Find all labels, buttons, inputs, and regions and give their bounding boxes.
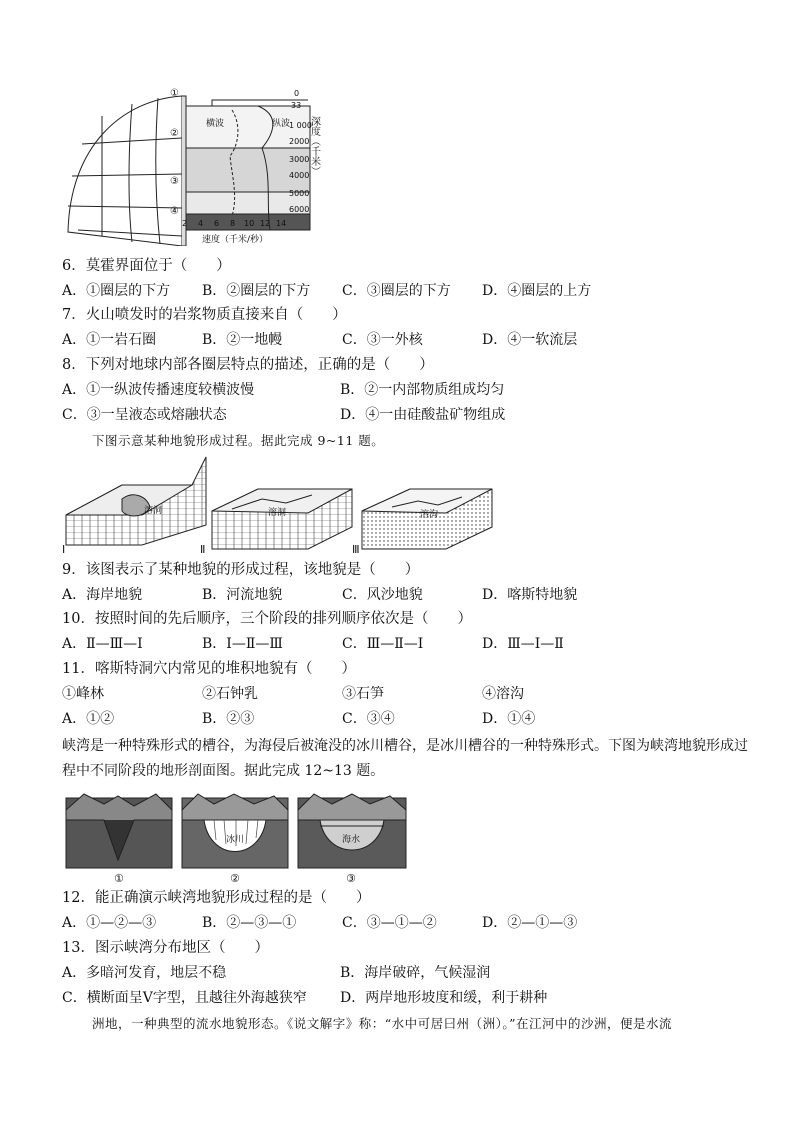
option-c: C．横断面呈V字型，且越往外海越狭窄 [62,990,307,1006]
option-a: A．①圈层的下方 [62,283,171,299]
intro-9-11: 下图示意某种地貌形成过程。据此完成 9~11 题。 [92,433,385,448]
question-7-stem: 7．火山喷发时的岩浆物质直接来自（ ） [62,307,347,323]
panel-label: ① [114,872,124,884]
question-6-options [62,281,754,301]
question-10-options [62,634,754,654]
option-b: B．②③ [202,711,255,727]
option-c: C．③一呈液态或熔融状态 [62,407,227,423]
karst-stages-figure [62,455,494,555]
option-c: C．③—①—② [342,915,437,931]
option-d: D．④圈层的上方 [482,283,592,299]
panel-label: ② [230,872,240,884]
karst-label-cave: 溶洞 [144,506,163,516]
option-c: C．③④ [342,711,395,727]
option-c: C．③一外核 [342,332,423,348]
depth-tick: 3000 [289,155,310,164]
stage-label: Ⅲ [352,543,360,555]
question-11-items [62,684,754,704]
question-9-options [62,585,754,605]
option-c: C．③圈层的下方 [342,283,451,299]
depth-tick: 1 000 [289,121,312,130]
option-d: D．①④ [482,711,536,727]
layer-label-3: ③ [170,176,179,187]
question-11-options [62,709,754,729]
karst-label-groove: 溶沟 [420,510,439,520]
option-a: A．多暗河发育，地层不稳 [62,965,227,981]
fjord-profile-figure [64,790,412,884]
stage-2-block [212,489,352,549]
option-b: B．海岸破碎，气候湿润 [340,965,491,981]
layer-label-4: ④ [170,206,179,217]
option-d: D．两岸地形坡度和缓，利于耕种 [340,990,548,1006]
question-9-stem: 9．该图表示了某种地貌的形成过程，该地貌是（ ） [62,562,420,578]
stage-label: Ⅰ [62,543,66,555]
glacier-label: 冰川 [226,835,245,845]
question-8-options-row1 [62,380,754,400]
speed-tick: 10 [244,219,255,228]
globe-illustration [68,96,186,246]
option-b: B．②一内部物质组成均匀 [340,382,505,398]
question-13-options-row1 [62,963,754,983]
depth-tick: 33 [291,101,302,110]
option-d: D．②—①—③ [482,915,578,931]
layer-label-2: ② [170,128,179,139]
question-8-stem: 8．下列对地球内部各圈层特点的描述，正确的是（ ） [62,357,434,373]
panel-label: ③ [346,872,356,884]
option-b: B．河流地貌 [202,587,283,603]
earth-interior-figure [62,86,334,246]
y-axis-label: 深度（千米） [308,116,320,176]
depth-tick: 5000 [289,189,310,198]
speed-tick: 8 [230,219,236,228]
speed-tick: 4 [198,219,204,228]
option-a: A．Ⅱ—Ⅲ—Ⅰ [62,636,143,652]
option-b: B．②圈层的下方 [202,283,311,299]
depth-tick: 6000 [289,205,310,214]
question-8-options-row2 [62,405,754,425]
intro-14: 洲地，一种典型的流水地貌形态。《说文解字》称：“水中可居曰州（洲）。”在江河中的沙洲，便是水流 [92,1016,673,1031]
question-10-stem: 10．按照时间的先后顺序，三个阶段的排列顺序依次是（ ） [62,611,472,627]
panel-2 [182,794,288,868]
option-d: D．④一由硅酸盐矿物组成 [340,407,506,423]
speed-tick: 6 [214,219,220,228]
speed-tick: 14 [276,219,287,228]
option-d: D．④一软流层 [482,332,578,348]
item-2: ②石钟乳 [202,686,258,702]
option-b: B．Ⅰ—Ⅱ—Ⅲ [202,636,283,652]
item-3: ③石笋 [342,686,384,702]
option-d: D．Ⅲ—Ⅰ—Ⅱ [482,636,564,652]
depth-tick: 0 [294,89,300,98]
depth-tick: 4000 [289,171,310,180]
option-d: D．喀斯特地貌 [482,587,578,603]
question-6-stem: 6．莫霍界面位于（ ） [62,258,231,274]
depth-tick: 2000 [289,137,310,146]
option-c: C．Ⅲ—Ⅱ—Ⅰ [342,636,424,652]
x-axis-label: 速度（千米/秒） [202,235,269,245]
option-b: B．②一地幔 [202,332,283,348]
speed-tick: 12 [260,219,271,228]
option-b: B．②—③—① [202,915,297,931]
question-11-stem: 11．喀斯特洞穴内常见的堆积地貌有（ ） [62,661,356,677]
question-12-stem: 12．能正确演示峡湾地貌形成过程的是（ ） [62,890,371,906]
question-12-options [62,913,754,933]
panel-3 [298,794,406,868]
speed-tick: 2 [182,219,188,228]
wave-label-p: 纵波 [272,119,291,129]
wave-label-s: 横波 [206,119,225,129]
option-a: A．①—②—③ [62,915,157,931]
option-a: A．①一纵波传播速度较横波慢 [62,382,255,398]
seawater-label: 海水 [342,835,361,845]
karst-label-cave: 溶洞 [268,508,287,518]
option-c: C．风沙地貌 [342,587,423,603]
stage-label: Ⅱ [200,543,206,555]
stage-1-block [66,457,206,545]
item-4: ④溶沟 [482,686,524,702]
option-a: A．①② [62,711,115,727]
panel-1 [66,794,172,868]
question-13-options-row2 [62,988,754,1008]
option-a: A．海岸地貌 [62,587,143,603]
question-13-stem: 13．图示峡湾分布地区（ ） [62,940,269,956]
question-7-options [62,330,754,350]
layer-label-1: ① [170,88,179,99]
intro-12-13: 峡湾是一种特殊形式的槽谷，为海侵后被淹没的冰川槽谷，是冰川槽谷的一种特殊形式。下图为峡湾地貌形成过程中不同阶段的地形剖面图。据此完成 12~13 题。 [62,738,748,779]
option-a: A．①一岩石圈 [62,332,157,348]
item-1: ①峰林 [62,686,104,702]
